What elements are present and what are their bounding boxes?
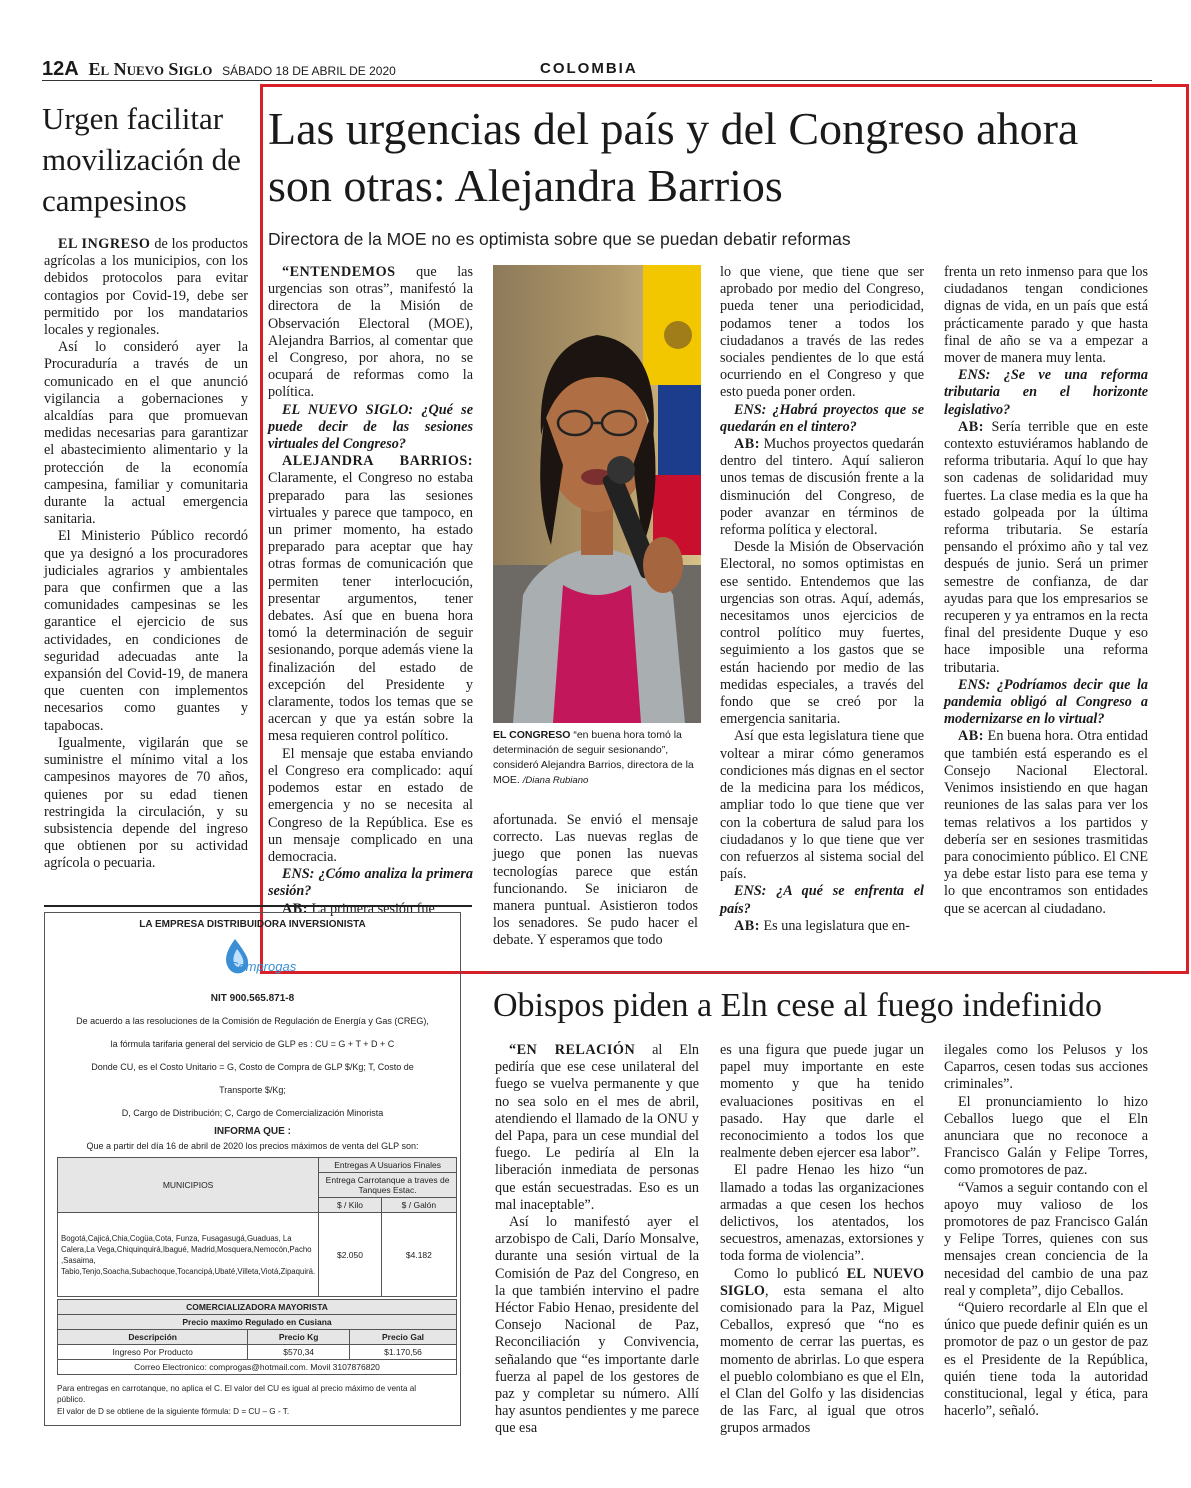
side-paragraph: Igualmente, vigilarán que se suministre el mínimo vital a los campesinos mayores de 70 años, quienes por su edad tienen restringida la circulación, y su subsistencia depende del ingreso que obtienen por su actividad agrícola o pecuaria. — [44, 734, 248, 872]
paragraph: afortunada. Se envió el mensaje correcto. Las nuevas reglas de juego que ponen las nuevas tecnologías parece que están funcionando. Se iniciaron de manera puntual. Asistieron todos los senadores. Se pudo hacer el debate. Y esperamos que todo — [493, 812, 698, 949]
issue-date: SÁBADO 18 DE ABRIL DE 2020 — [222, 64, 396, 78]
paragraph: El mensaje que estaba enviando el Congreso era complicado: aquí podemos estar en estado de emergencia y no se necesita al Congreso de la República. Ese es un mensaje complicado en una democracia. — [268, 745, 473, 865]
paragraph: El padre Henao les hizo “un llamado a todas las organizaciones armadas a que cesen los hechos delictivos, los atentados, los secuestros, amenazas, extorsiones y toda forma de violencia”. — [720, 1162, 924, 1265]
highlight-box — [260, 84, 1189, 974]
main-article-subtitle: Directora de la MOE no es optimista sobre que se puedan debatir reformas — [268, 229, 851, 249]
answer: ALEJANDRA BARRIOS: Claramente, el Congreso no estaba preparado para las sesiones virtuales y parece que tampoco, en un primer momento, ha estado preparado para aceptar que hay otras formas de comunicación que permiten tener interlocución, presentar argumentos, tener debates. Así que en buena hora tomó la determinación de seguir sesionando, porque además viene la finalización del estado de excepción del Presidente y claramente, todos los temas que se acercan y que ya están sobre la mesa requieren control político. — [268, 453, 473, 745]
ad-footnote: Para entregas en carrotanque, no aplica el C. El valor del CU es igual al precio máximo de venta al público. — [57, 1384, 417, 1404]
table-subtitle: Precio maximo Regulado en Cusiana — [58, 1315, 457, 1330]
price-galon: $4.182 — [381, 1213, 456, 1297]
paragraph: “Vamos a seguir contando con el apoyo muy valioso de los promotores de paz Francisco Galán y Felipe Torres, quienes con sus mensajes crean conciencia de la necesidad del cambio de una paz real y completa”, dijo Ceballos. — [944, 1179, 1148, 1299]
table-header: Precio Kg — [248, 1330, 350, 1345]
paragraph: “ENTENDEMOS que las urgencias son otras”, manifestó la directora de la Misión de Observación Electoral (MOE), Alejandra Barrios, al comentar que el Congreso, por ahora, no se ocupará de reformas como la política. — [268, 264, 473, 401]
bottom-column-2 — [720, 1042, 924, 1438]
photo-caption: EL CONGRESO “en buena hora tomó la determinación de seguir sesionando”, consideró Alejandra Barrios, directora de la MOE. /Diana Rubiano — [493, 729, 694, 786]
ad-footnote: El valor de D se obtiene de la siguiente fórmula: D = CU – G - T. — [57, 1407, 290, 1416]
logo-text: Comprogas — [229, 959, 297, 974]
bottom-article-rule — [490, 972, 1150, 973]
paragraph: frenta un reto inmenso para que los ciudadanos tengan condiciones dignas de vida, en un país que está prácticamente parado y que hasta final de año se va a empezar a mover de manera muy lenta. — [944, 264, 1148, 367]
ad-line: Transporte $/Kg; — [219, 1085, 286, 1095]
page-header-left — [42, 58, 396, 81]
paragraph: es una figura que puede jugar un papel muy importante en este momento y que ha tenido evaluaciones positivas en el pasado. Hay que darle el reconocimiento a todos los que realmente deben ejercer esa labor”. — [720, 1042, 924, 1162]
paragraph: “EN RELACIÓN al Eln pediría que ese cese unilateral del fuego se vuelva permanente y que no sea solo en el mes de abril, atendiendo el llamado de la ONU y del Papa, para un cese mundial del fuego. Le pediría al Eln la liberación inmediata de personas que están secuestradas. Eso es un mal inaceptable”. — [495, 1042, 699, 1213]
table-header: $ / Galón — [381, 1198, 456, 1213]
answer: AB: La primera sesión fue — [282, 900, 435, 917]
paper-name: El Nuevo Siglo — [88, 59, 213, 79]
paragraph: “Quiero recordarle al Eln que el único que puede definir quién es un promotor de paz o un gestor de paz es el Presidente de la República, quién tiene toda la autoridad constitucional, legal y ética, para hacerlo”, señaló. — [944, 1300, 1148, 1420]
ad-nit: NIT 900.565.871-8 — [210, 993, 295, 1004]
side-paragraph: Así lo consideró ayer la Procuraduría a través de un comunicado en el que anunció vigilancia a gobernaciones y alcaldías para que promuevan medidas necesarias para garantizar el abastecimiento alimentario y la protección de la economía campesina, familiar y comunitaria durante la actual emergencia sanitaria. — [44, 339, 248, 528]
question: ENS: ¿A qué se enfrenta el país? — [720, 883, 924, 917]
page-number: 12A — [42, 58, 79, 80]
section-name: COLOMBIA — [540, 60, 638, 77]
bottom-article-title: Obispos piden a Eln cese al fuego indefinido — [493, 987, 1103, 1024]
side-article-body — [44, 236, 248, 873]
main-article-title: Las urgencias del país y del Congreso ahora son otras: Alejandra Barrios — [268, 103, 1079, 211]
paragraph: Así lo manifestó ayer el arzobispo de Cali, Darío Monsalve, durante una sesión virtual de la Comisión de Paz del Congreso, en la que también intervino el padre Héctor Fabio Henao, presidente del Consejo Nacional de Paz, Reconciliación y Convivencia, señalando que “es importante darle fuerza al papel de los gestores de paz y completar su número. Allí hay asuntos pendientes y me parece que esa — [495, 1214, 699, 1437]
paragraph: lo que viene, que tiene que ser aprobado por medio del Congreso, pueda tener una periodicidad, podamos tener a todos los ciudadanos a través de las redes sociales pendientes de lo que está ocurriendo en el Congreso y que esto pueda poner orden. — [720, 264, 924, 401]
ad-line: Donde CU, es el Costo Unitario = G, Costo de Compra de GLP $/Kg; T, Costo de — [91, 1062, 414, 1072]
paragraph: ilegales como los Pelusos y los Caparros, cesen todas sus acciones criminales”. — [944, 1042, 1148, 1093]
question: ENS: ¿Podríamos decir que la pandemia obligó al Congreso a modernizarse en lo virtual? — [944, 676, 1148, 728]
table-header-municipios: MUNICIPIOS — [58, 1158, 319, 1213]
paragraph: Desde la Misión de Observación Electoral, no somos optimistas en ese sentido. Entendemos que las urgencias son otras. Aquí, además, necesitamos unos ejercicios de control político muy fuertes, seguimiento a los gastos que se están haciendo por medio de las medidas especiales, a través del fondo que se creó por la emergencia sanitaria. — [720, 539, 924, 728]
table-cell: $570,34 — [248, 1345, 350, 1360]
question: EL NUEVO SIGLO: ¿Qué se puede decir de las sesiones virtuales del Congreso? — [268, 401, 473, 453]
table-cell: $1.170,56 — [350, 1345, 457, 1360]
side-paragraph: El Ministerio Público recordó que ya designó a los procuradores judiciales agrarios y ambientales para que confirmen que a las comunidades campesinas se les garantice el ejercicio de sus actividades, en condiciones de seguridad adecuadas ante la expansión del Covid-19, de manera que cuenten con implementos necesarios como guantes y tapabocas. — [44, 528, 248, 734]
question: ENS: ¿Se ve una reforma tributaria en el horizonte legislativo? — [944, 367, 1148, 418]
ad-email: Correo Electronico: comprogas@hotmail.com. Movil 3107876820 — [58, 1360, 457, 1375]
table-title: COMERCIALIZADORA MAYORISTA — [58, 1300, 457, 1315]
comprogas-logo — [195, 935, 315, 977]
answer: AB: En buena hora. Otra entidad que también está esperando es el Consejo Nacional Electoral. Venimos insistiendo en que hagan reuniones de las salas para ver los temas relativos a los partidos y debería ser en sesiones trasmitidas para conocimiento público. El CNE ya debe estar listo para ese tema y lo que encontramos son entidades que se acercan al ciudadano. — [944, 728, 1148, 917]
bottom-column-3 — [944, 1042, 1148, 1420]
paragraph: Como lo publicó EL NUEVO SIGLO, esta semana el alto comisionado para la Paz, Miguel Ceballos, expresó que “no es momento de cerrar las puertas, es momento de abrirlas. Lo que espera el pueblo colombiano es que el Eln, el Clan del Golfo y las disidencias de las Farc, al igual que otros grupos armados — [720, 1265, 924, 1437]
paragraph: Así que esta legislatura tiene que voltear a mirar cómo generamos condiciones más dignas en el sector de la medicina para los médicos, ampliar todo lo que tiene que ver con la cobertura de salud para los ciudadanos y lo que tiene que ver con refuerzos al sistema social del país. — [720, 728, 924, 883]
photo-credit: /Diana Rubiano — [522, 775, 589, 786]
table-header: Precio Gal — [350, 1330, 457, 1345]
ad-line: Que a partir del día 16 de abril de 2020 los precios máximos de venta del GLP son: — [86, 1141, 419, 1151]
price-table-mayorista — [57, 1299, 457, 1375]
ad-informa: INFORMA QUE : — [214, 1126, 291, 1137]
gas-price-ad — [44, 912, 461, 1426]
price-table-final-users — [57, 1157, 457, 1297]
answer: AB: Muchos proyectos quedarán dentro del tintero. Aquí salieron unos temas de discusión frente a la disminución del Congreso, de poder avanzar en términos de reforma política y electoral. — [720, 436, 924, 539]
ad-company: LA EMPRESA DISTRIBUIDORA INVERSIONISTA — [139, 919, 366, 930]
side-paragraph: EL INGRESO de los productos agrícolas a los municipios, con los debidos protocolos para evitar contagios por Covid-19, debe ser permitido por los mandatarios locales y regionales. — [44, 236, 248, 339]
table-header: $ / Kilo — [319, 1198, 382, 1213]
ad-line: D, Cargo de Distribución; C, Cargo de Comercialización Minorista — [121, 1108, 384, 1118]
answer: AB: Sería terrible que en este contexto estuviéramos hablando de reforma tributaria. Aquí lo que hay son cadenas de solidaridad muy fuertes. La clase media es la que ha estado golpeada por la última reforma tributaria. Se estaría pensando el próximo año y tal vez después de junio. Será un primer semestre de confianza, de dar ayudas para que los empresarios se recuperen y ya entramos en la recta final del presidente Duque y eso hace imposible una reforma tributaria. — [944, 418, 1148, 676]
ad-line: De acuerdo a las resoluciones de la Comisión de Regulación de Energía y Gas (CREG), — [76, 1016, 429, 1026]
table-header: Entregas A Usuarios Finales — [319, 1158, 457, 1173]
answer: AB: Es una legislatura que en- — [734, 917, 911, 934]
municipios-list: Bogotá,Cajicá,Chia,Cogüa,Cota, Funza, Fusagasugá,Guaduas, La Calera,La Vega,Chiquinquirá,Ibagué, Madrid,Mosquera,Nemocón,Pacho ,Sasaima, Tabio,Tenjo,Soacha,Subachoque,Tocancipá,Ubaté,Villeta,Viotá,Zipaquirá. — [58, 1213, 319, 1297]
table-header: Entrega Carrotanque a traves de Tanques Estac. — [319, 1173, 457, 1198]
table-cell: Ingreso Por Producto — [58, 1345, 248, 1360]
side-article-title: Urgen facilitar movilización de campesinos — [42, 101, 241, 218]
ad-line: la fórmula tarifaria general del servicio de GLP es : CU = G + T + D + C — [110, 1039, 395, 1049]
table-header: Descripción — [58, 1330, 248, 1345]
paragraph: El pronunciamiento lo hizo Ceballos luego que el Eln anunciara que no reconoce a Francisco Galán y Felipe Torres, como promotores de paz. — [944, 1093, 1148, 1179]
question: ENS: ¿Habrá proyectos que se quedarán en el tintero? — [720, 401, 924, 435]
bottom-column-1 — [495, 1042, 699, 1438]
ad-top-rule — [44, 905, 472, 907]
header-rule — [42, 80, 1152, 81]
price-kilo: $2.050 — [319, 1213, 382, 1297]
question: ENS: ¿Cómo analiza la primera sesión? — [268, 866, 473, 900]
